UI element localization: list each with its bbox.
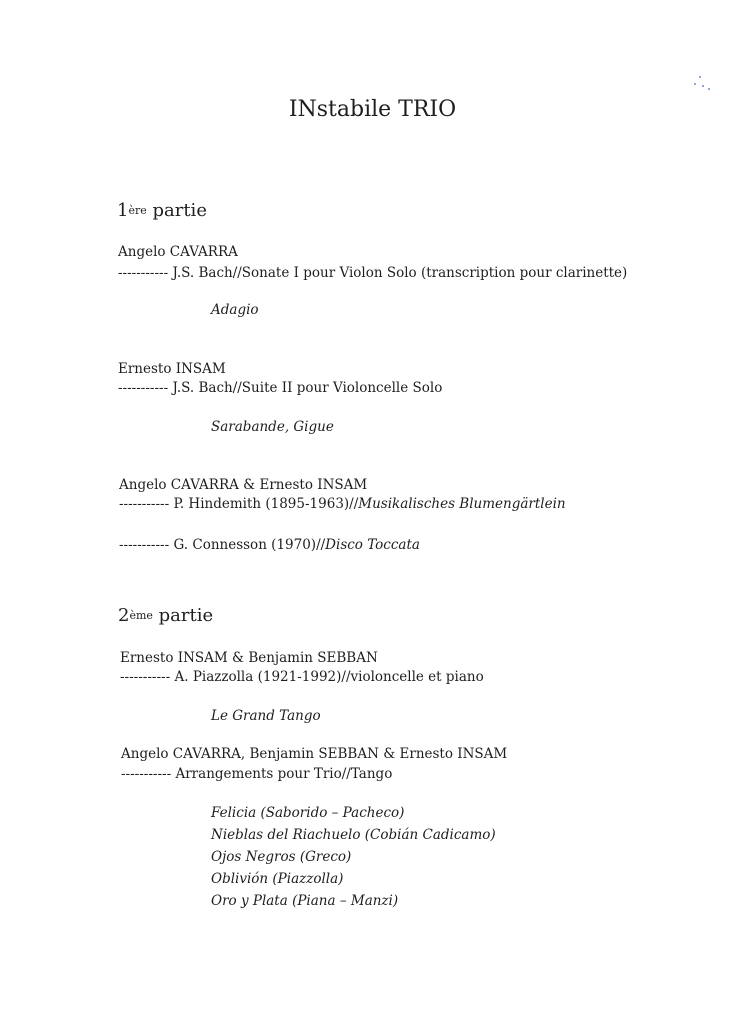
dash-leader: ----------- — [121, 766, 172, 782]
list-item: Oro y Plata (Piana – Manzi) — [211, 893, 399, 909]
part2-item1-work — [120, 669, 484, 685]
part1-item3-work — [119, 496, 566, 512]
part1-item2-work — [118, 380, 442, 396]
work-composer: P. Hindemith (1895-1963)// — [173, 496, 359, 512]
dash-leader: ----------- — [119, 537, 170, 553]
work-composer: G. Connesson (1970)// — [173, 537, 326, 553]
list-item: Oblivión (Piazzolla) — [211, 871, 344, 887]
part2-item1-performer: Ernesto INSAM & Benjamin SEBBAN — [120, 650, 378, 666]
scan-speck-marks — [693, 76, 713, 92]
dash-leader: ----------- — [118, 265, 169, 281]
part1-item1-performer: Angelo CAVARRA — [118, 244, 238, 260]
part1-heading-word: partie — [152, 200, 207, 221]
dash-leader: ----------- — [118, 380, 169, 396]
part1-heading-superscript: ère — [128, 204, 147, 217]
list-item: Felicia (Saborido – Pacheco) — [211, 805, 405, 821]
dash-leader: ----------- — [120, 669, 171, 685]
part2-item2-work — [121, 766, 392, 782]
part2-heading-word: partie — [158, 605, 214, 626]
part2-heading-number: 2 — [118, 605, 130, 626]
list-item: Nieblas del Riachuelo (Cobián Cadicamo) — [211, 827, 496, 843]
dash-leader: ----------- — [119, 496, 170, 512]
part2-item1-movement: Le Grand Tango — [211, 708, 321, 724]
part2-item2-performer: Angelo CAVARRA, Benjamin SEBBAN & Ernesto INSAM — [121, 746, 508, 762]
work-title: J.S. Bach//Sonate I pour Violon Solo (transcription pour clarinette) — [172, 265, 628, 281]
work-title: A. Piazzolla (1921-1992)//violoncelle et piano — [174, 669, 484, 685]
part1-item1-movement: Adagio — [211, 302, 259, 318]
part2-heading — [118, 605, 213, 626]
part1-heading-number: 1 — [117, 200, 129, 221]
part2-heading-superscript: ème — [129, 609, 153, 622]
work-title: Disco Toccata — [325, 537, 420, 553]
part1-item3-performer: Angelo CAVARRA & Ernesto INSAM — [119, 477, 368, 493]
part1-item2-movement: Sarabande, Gigue — [211, 419, 334, 435]
program-title: INstabile TRIO — [288, 97, 457, 122]
part1-item4-work — [119, 537, 420, 553]
list-item: Ojos Negros (Greco) — [211, 849, 352, 865]
part1-item1-work — [118, 265, 627, 281]
part1-heading — [117, 200, 207, 221]
work-title: J.S. Bach//Suite II pour Violoncelle Solo — [172, 380, 443, 396]
work-title: Musikalisches Blumengärtlein — [358, 496, 566, 512]
work-title: Arrangements pour Trio//Tango — [175, 766, 393, 782]
part1-item2-performer: Ernesto INSAM — [118, 361, 226, 377]
part2-item2-movement-list — [211, 802, 496, 912]
